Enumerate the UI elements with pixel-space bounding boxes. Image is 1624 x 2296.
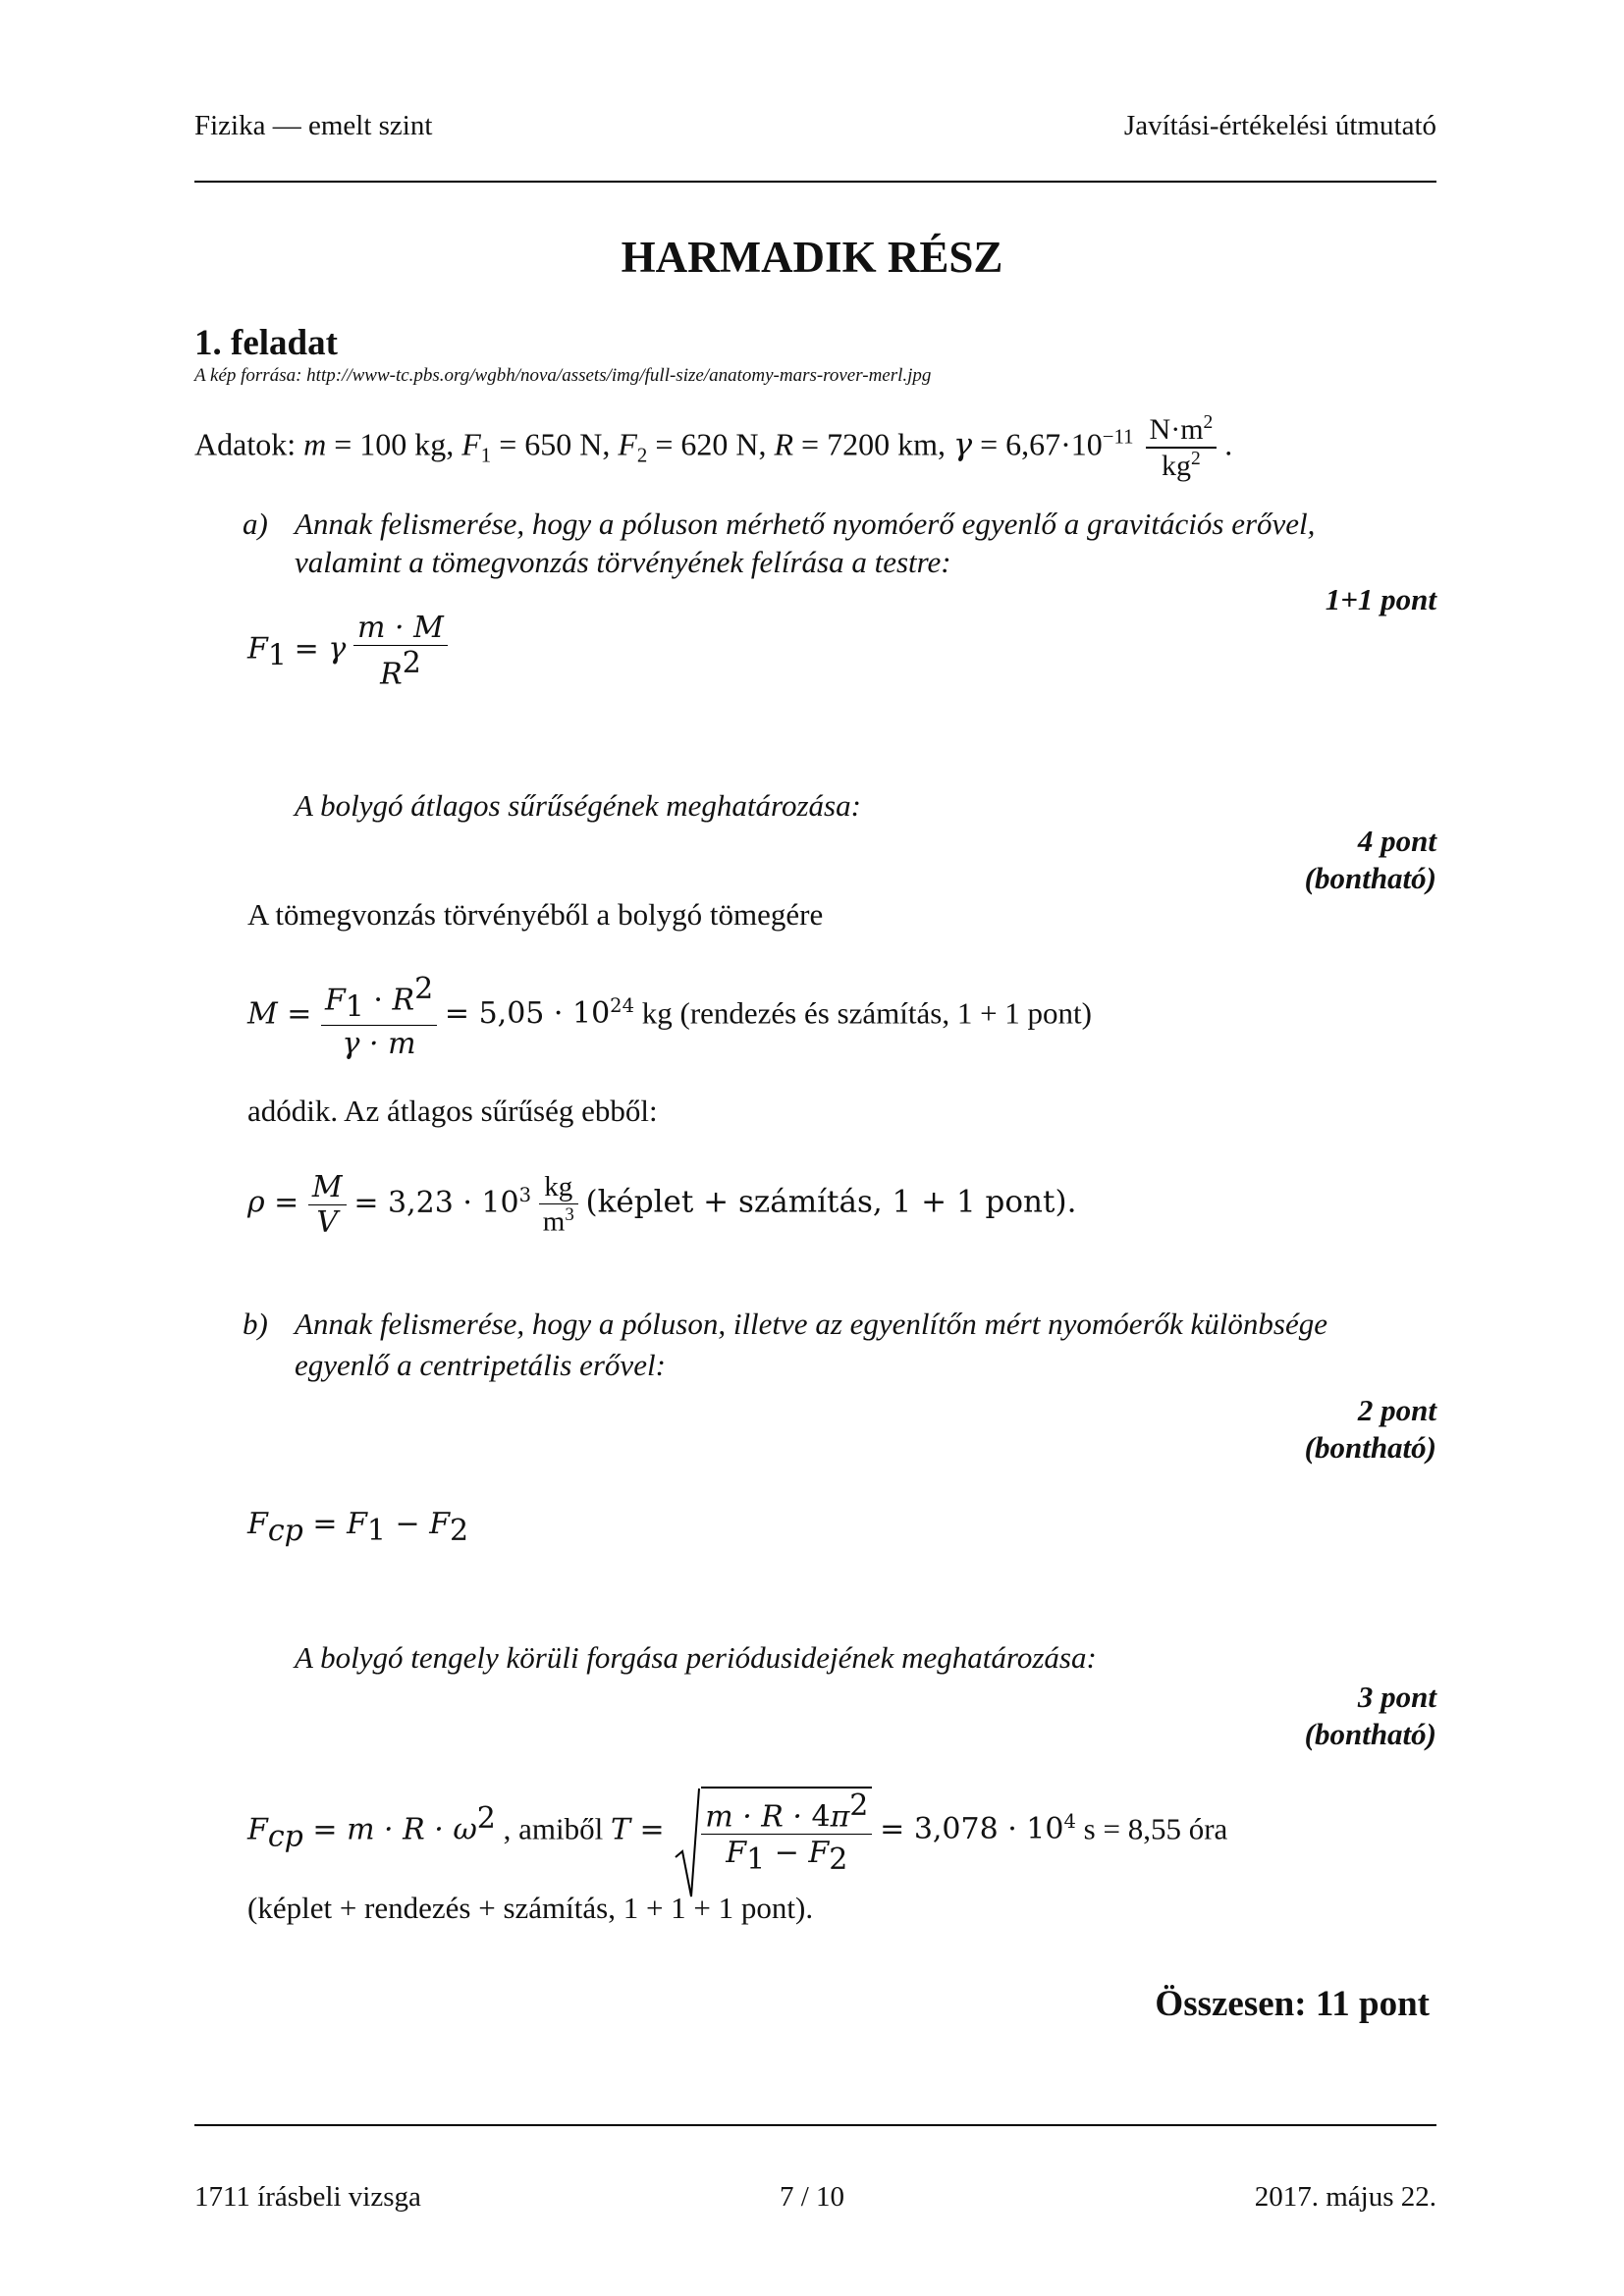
- part-a-text-2: valamint a tömegvonzás törvényének felírása a testre:: [295, 545, 951, 579]
- equation-centripetal: $F_{cp} = F_1 - F_2$: [247, 1507, 469, 1549]
- part-b-text-1: Annak felismerése, hogy a póluson, illetve az egyenlítőn mért nyomóerők különbsége: [295, 1307, 1328, 1341]
- footer-date: 2017. május 22.: [1254, 2181, 1436, 2213]
- footer-rule: [194, 2124, 1436, 2126]
- square-root: $\frac{m \cdot R \cdot 4\pi^2}{F_1 - F_2}$: [674, 1787, 872, 1878]
- part-a-text-1: Annak felismerése, hogy a póluson mérhető nyomóerő egyenlő a gravitációs erővel,: [295, 507, 1316, 541]
- part-b-points-2-value: 3 pont: [1357, 1680, 1436, 1714]
- part-a-points-1: 1+1 pont: [1325, 582, 1436, 616]
- equation-mass: M = $\frac{F_1 \cdot R^2}{\gamma \cdot m}$ = $5,05 \cdot 10^{24}$ kg (rendezés és számítás, 1 + 1 pont): [247, 972, 1092, 1061]
- period-units: s = 8,55 óra: [1083, 1811, 1228, 1846]
- equation-density: ρ = $\frac{M}{V}$ = $3,23 \cdot 10^3$ $\frac{kg}{m^3}$ (képlet + számítás, 1 + 1 pont).: [247, 1170, 1077, 1240]
- density-note: (képlet + számítás, 1 + 1 pont).: [585, 1184, 1077, 1220]
- task-title: 1. feladat: [194, 323, 338, 363]
- equation-period: $F_{cp} = m \cdot R \cdot \omega^2$ , amiből T = $\frac{m \cdot R \cdot 4\pi^2}{F_1 - F_2}$ = $3,078 \cdot 10^4$ s = 8,55 óra: [247, 1787, 1227, 1878]
- part-b-points-1: [1305, 1392, 1436, 1467]
- density-heading: A bolygó átlagos sűrűségének meghatározása:: [295, 788, 861, 823]
- header-rule: [194, 181, 1436, 183]
- equation-gravity: $F_1 = \gamma$ $\frac{m \cdot M}{R^2}$: [247, 611, 448, 691]
- part-b-points-1-value: 2 pont: [1357, 1393, 1436, 1427]
- mass-note: kg (rendezés és számítás, 1 + 1 pont): [641, 995, 1092, 1031]
- mass-intro: A tömegvonzás törvényéből a bolygó tömegére: [247, 897, 824, 932]
- part-b-points-2-note: (bontható): [1304, 1717, 1436, 1751]
- part-b-label: b): [243, 1307, 268, 1341]
- data-prefix: Adatok:: [194, 426, 297, 462]
- given-data: Adatok: m = 100 kg, $F_1 = 650$ N, $F_2 = 620$ N, R = 7200 km, $\gamma = 6,67\cdot 10^{-11}$ $\frac{N\cdot m^2}{kg^2}$ .: [194, 412, 1233, 482]
- part-a-points-2-note: (bontható): [1304, 861, 1436, 895]
- part-a-label: a): [243, 507, 268, 541]
- part-b-points-2: [1305, 1679, 1436, 1753]
- period-heading: A bolygó tengely körüli forgása periódusidejének meghatározása:: [295, 1640, 1097, 1675]
- period-note: (képlet + rendezés + számítás, 1 + 1 + 1 pont).: [247, 1891, 814, 1925]
- section-title: HARMADIK RÉSZ: [621, 233, 1003, 282]
- page-number: 7 / 10: [779, 2181, 845, 2213]
- part-b-points-1-note: (bontható): [1304, 1430, 1436, 1465]
- part-a-points-2-value: 4 pont: [1357, 824, 1436, 858]
- part-b-text-2: egyenlő a centripetális erővel:: [295, 1348, 666, 1382]
- image-source: A kép forrása: http://www-tc.pbs.org/wgbh/nova/assets/img/full-size/anatomy-mars-rover-merl.jpg: [194, 365, 932, 386]
- footer-exam: 1711 írásbeli vizsga: [194, 2181, 421, 2213]
- density-intro: adódik. Az átlagos sűrűség ebből:: [247, 1094, 658, 1128]
- total-points: Összesen: 11 pont: [1155, 1984, 1430, 2024]
- header-subject: Fizika — emelt szint: [194, 110, 433, 141]
- header-guide-title: Javítási-értékelési útmutató: [1123, 110, 1436, 141]
- part-a-points-2: [1305, 823, 1436, 897]
- amibol-text: , amiből: [503, 1811, 604, 1846]
